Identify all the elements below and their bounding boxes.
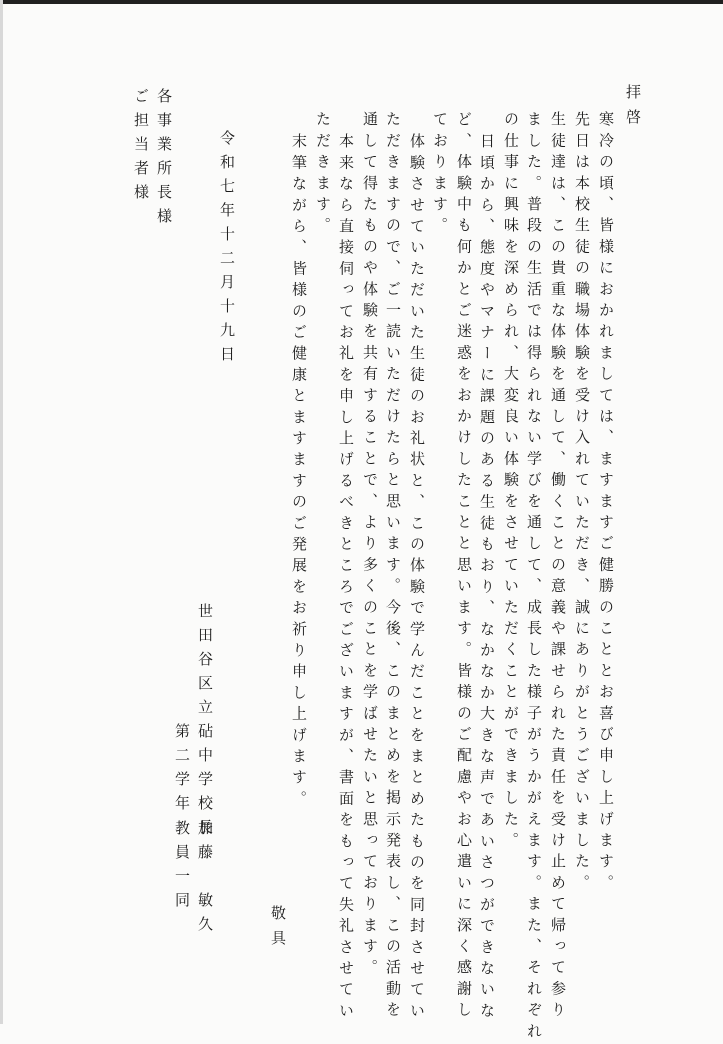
body-line-1: 寒冷の頃、皆様におかれましては、ますますご健勝のこととお喜び申し上げます。 [597, 111, 615, 896]
body-line-8: ております。 [431, 111, 449, 239]
body-line-6: 日頃から、態度やマナーに課題のある生徒もおり、なかなか大きな声であいさつができないな [478, 133, 496, 1024]
body-line-11: 通して得たものや体験を共有することで、より多くのことを学ばせたいと思っております。 [361, 111, 379, 981]
complimentary-close: 敬具 [269, 905, 287, 955]
body-line-7: ど、体験中も何かとご迷惑をおかけしたことと思います。皆様のご配慮やお心遣いに深く感謝し [455, 111, 473, 1023]
scan-edge-left [0, 0, 3, 1024]
sender-school: 世田谷区立砧中学校長 [196, 603, 214, 843]
recipient-staff: ご担当者様 [132, 88, 150, 208]
salutation: 拝啓 [624, 84, 642, 134]
sender-principal: 加藤 敏久 [196, 820, 214, 940]
body-line-12: 本来なら直接伺ってお礼を申し上げるべきところでございますが、書面をもって失礼させてい [337, 133, 355, 1024]
body-line-14: 末筆ながら、皆様のご健康とますますのご発展をお祈り申し上げます。 [290, 133, 308, 812]
body-line-4: ました。普段の生活では得られない学びを通して、成長した様子がうかがえます。また、それぞれ [525, 111, 543, 1044]
sender-staff: 教員一同 [173, 820, 191, 916]
body-line-13: ただきます。 [314, 111, 332, 239]
recipient-title: 各事業所長様 [155, 88, 173, 232]
body-line-2: 先日は本校生徒の職場体験を受け入れていただき、誠にありがとうございました。 [573, 111, 591, 896]
body-line-3: 生徒達は、この貴重な体験を通して、働くことの意義や課せられた責任を受け止めて帰って参り [549, 111, 567, 1023]
body-line-10: ただきますので、ご一読いただけたらと思います。今後、このまとめを掲示発表し、この活動を [384, 111, 402, 1023]
body-line-5: の仕事に興味を深められ、大変良い体験をさせていただくことができました。 [502, 111, 520, 853]
letter-date: 令和七年十二月十九日 [218, 130, 236, 370]
body-line-9: 体験させていただいた生徒のお礼状と、この体験で学んだことをまとめたものを同封させてい [408, 133, 426, 1024]
scan-edge-top [0, 0, 723, 4]
sender-grade: 第二学年 [173, 723, 191, 819]
